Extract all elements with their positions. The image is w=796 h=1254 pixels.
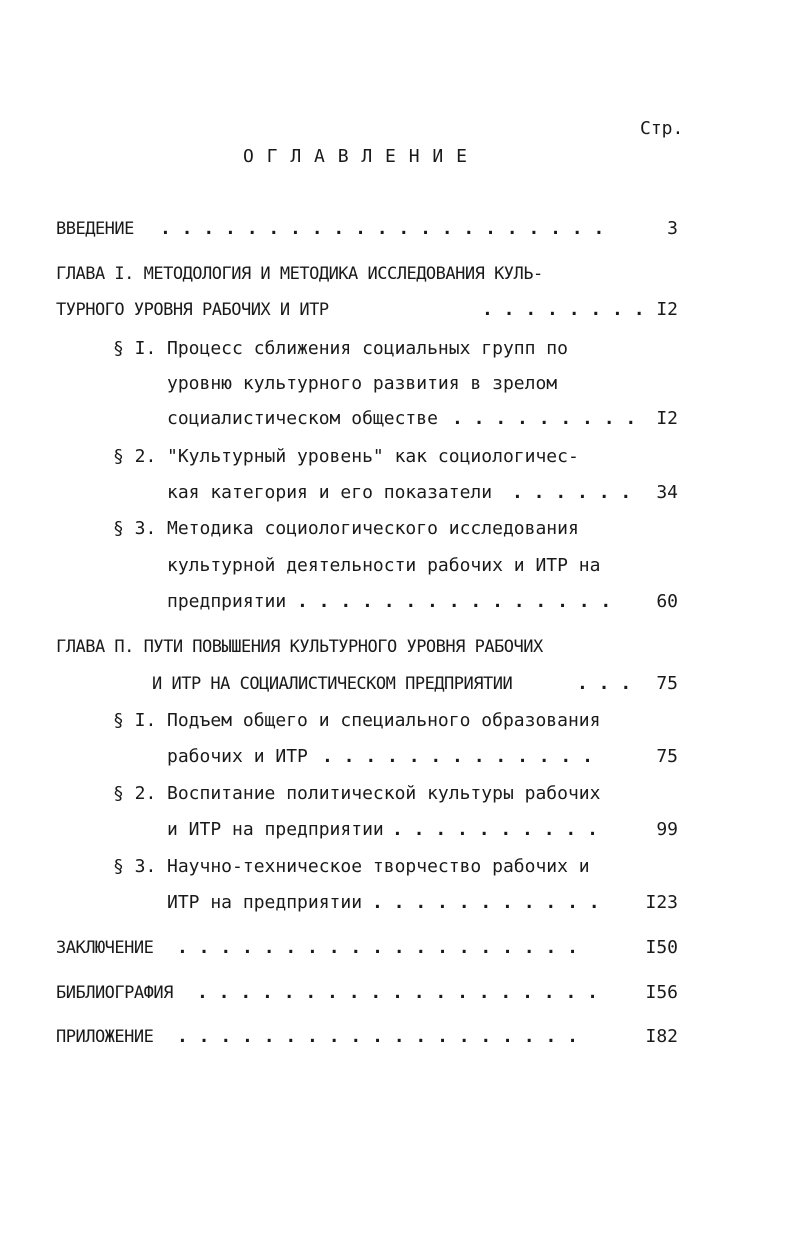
toc-leader-dots: . . . . . . . . . . . . . . . . . . . — [177, 1026, 578, 1047]
toc-ch1-s3-page: 60 — [656, 591, 678, 612]
toc-ch2-s2-line2: и ИТР на предприятии — [167, 819, 384, 840]
toc-ch2-s1-page: 75 — [656, 746, 678, 767]
toc-ch1-s1-line2: уровню культурного развития в зрелом — [167, 373, 558, 394]
toc-appendix-title: ПРИЛОЖЕНИЕ — [56, 1027, 154, 1047]
toc-ch1-s2-num: § 2. — [113, 446, 157, 467]
toc-intro-page: 3 — [667, 218, 678, 239]
toc-leader-dots: . . . . . . . . — [482, 299, 645, 320]
toc-leader-dots: . . . . . . — [512, 482, 632, 503]
toc-intro-title: ВВЕДЕНИЕ — [56, 219, 134, 239]
toc-leader-dots: . . . — [577, 673, 632, 694]
toc-leader-dots: . . . . . . . . . . — [392, 819, 598, 840]
toc-ch1-s1-page: I2 — [656, 408, 678, 429]
toc-ch1-s1-num: § I. — [113, 338, 157, 359]
toc-leader-dots: . . . . . . . . . — [452, 408, 637, 429]
toc-ch2-s3-page: I23 — [645, 892, 678, 913]
toc-leader-dots: . . . . . . . . . . . . . . . — [297, 591, 612, 612]
toc-ch2-s3-num: § 3. — [113, 856, 157, 877]
toc-ch1-s3-num: § 3. — [113, 518, 157, 539]
toc-ch2-s2-num: § 2. — [113, 783, 157, 804]
toc-ch2-s2-page: 99 — [656, 819, 678, 840]
toc-leader-dots: . . . . . . . . . . . . . . . . . . . — [177, 937, 578, 958]
toc-ch1-s3-line1: Методика социологического исследования — [167, 518, 579, 539]
toc-ch1-s3-line2: культурной деятельности рабочих и ИТР на — [167, 555, 601, 576]
toc-ch2-s1-line1: Подъем общего и специального образования — [167, 710, 601, 731]
toc-leader-dots: . . . . . . . . . . . . . . . . . . . — [197, 982, 598, 1003]
toc-ch1-s2-line1: "Культурный уровень" как социологичес- — [167, 446, 579, 467]
toc-ch1-page: I2 — [656, 299, 678, 320]
toc-ch2-s3-line2: ИТР на предприятии — [167, 892, 363, 913]
toc-ch2-title-line1: ГЛАВА П. ПУТИ ПОВЫШЕНИЯ КУЛЬТУРНОГО УРОВНЯ РАБОЧИХ — [56, 637, 543, 657]
toc-ch1-s2-line2: кая категория и его показатели — [167, 482, 493, 503]
toc-conclusion-title: ЗАКЛЮЧЕНИЕ — [56, 938, 154, 958]
page-column-label: Стр. — [640, 118, 684, 139]
toc-ch2-s2-line1: Воспитание политической культуры рабочих — [167, 783, 601, 804]
toc-ch2-s1-line2: рабочих и ИТР — [167, 746, 308, 767]
page-title: О Г Л А В Л Е Н И Е — [243, 146, 468, 167]
toc-ch2-page: 75 — [656, 673, 678, 694]
toc-ch2-s3-line1: Научно-техническое творчество рабочих и — [167, 856, 590, 877]
toc-bibliography-page: I56 — [645, 982, 678, 1003]
toc-leader-dots: . . . . . . . . . . . . . — [322, 746, 593, 767]
toc-ch1-s1-line3: социалистическом обществе — [167, 408, 438, 429]
toc-leader-dots: . . . . . . . . . . . — [372, 892, 600, 913]
toc-ch1-s3-line3: предприятии — [167, 591, 287, 612]
toc-ch2-s1-num: § I. — [113, 710, 157, 731]
toc-ch1-title-line2: ТУРНОГО УРОВНЯ РАБОЧИХ И ИТР — [56, 300, 329, 320]
toc-appendix-page: I82 — [645, 1026, 678, 1047]
toc-bibliography-title: БИБЛИОГРАФИЯ — [56, 983, 173, 1003]
toc-conclusion-page: I50 — [645, 937, 678, 958]
toc-ch1-title-line1: ГЛАВА I. МЕТОДОЛОГИЯ И МЕТОДИКА ИССЛЕДОВАНИЯ КУЛЬ- — [56, 264, 543, 284]
toc-ch1-s2-page: 34 — [656, 482, 678, 503]
toc-ch1-s1-line1: Процесс сближения социальных групп по — [167, 338, 568, 359]
toc-ch2-title-line2: И ИТР НА СОЦИАЛИСТИЧЕСКОМ ПРЕДПРИЯТИИ — [152, 674, 513, 694]
toc-leader-dots: . . . . . . . . . . . . . . . . . . . . . — [160, 218, 605, 239]
